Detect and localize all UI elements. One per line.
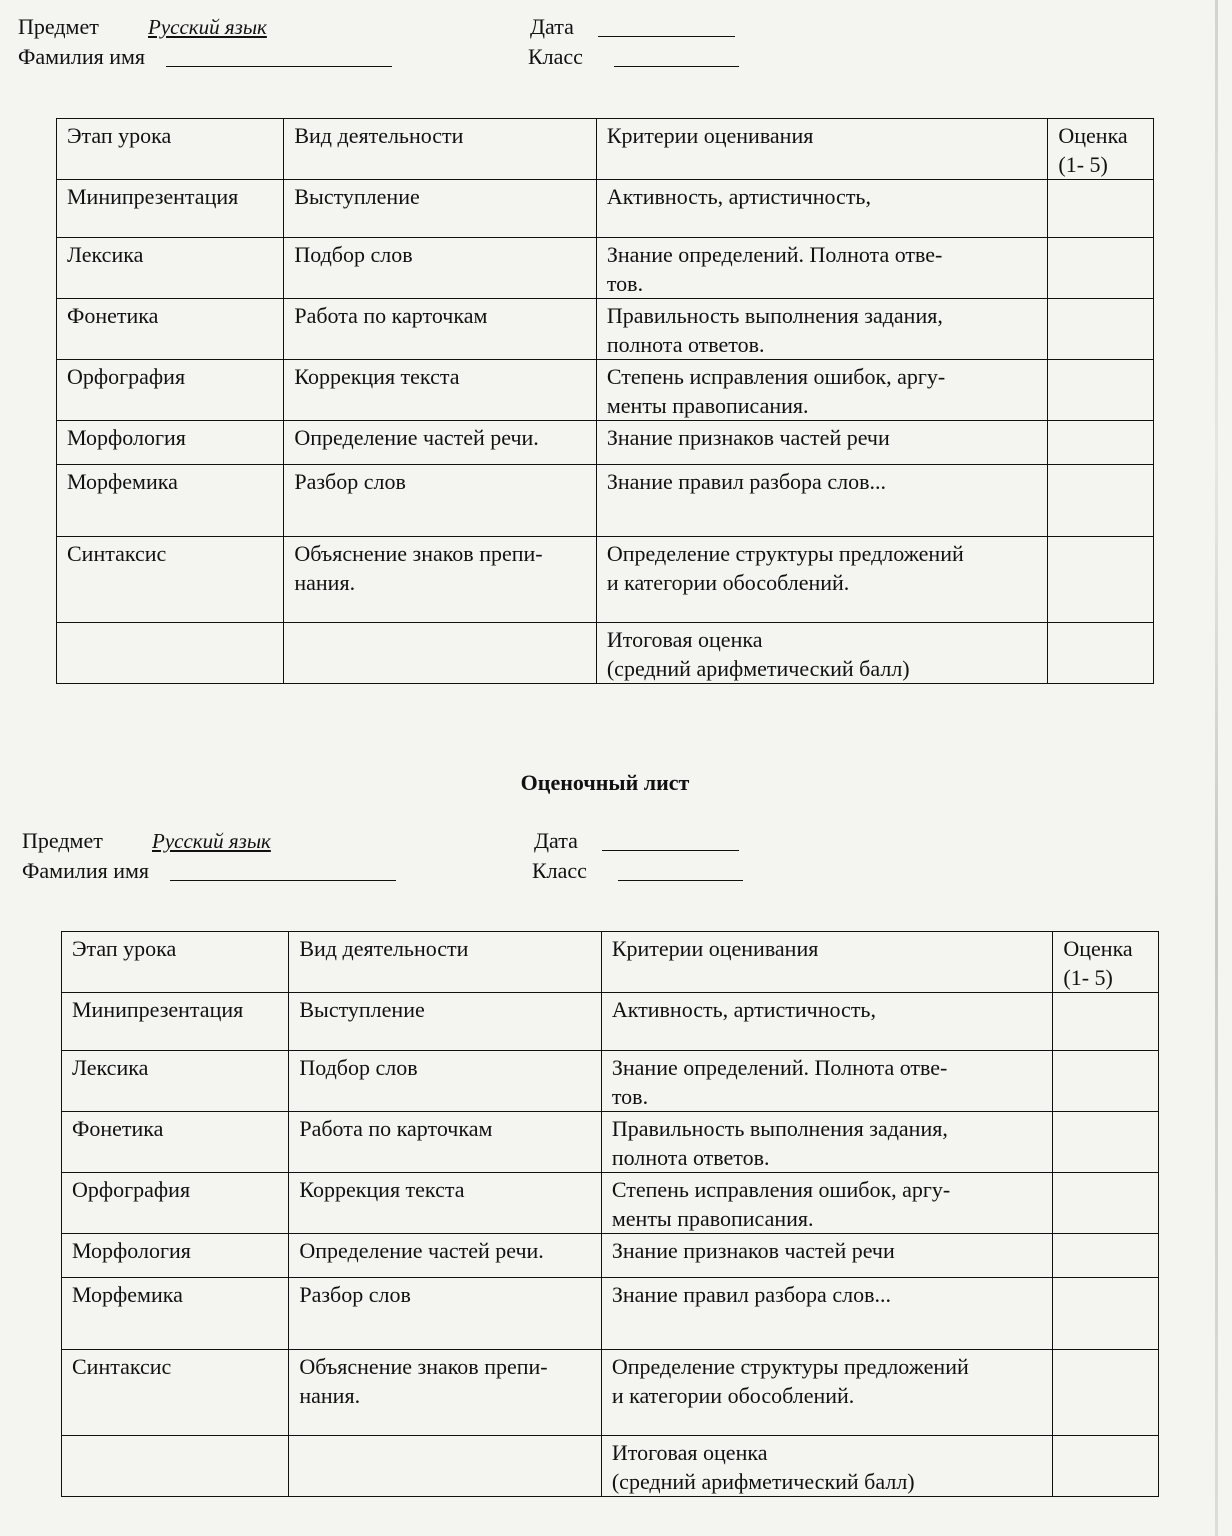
score-cell[interactable]: [1048, 238, 1154, 299]
table-header-row: [62, 932, 1159, 993]
sheet-2-table: [61, 931, 1159, 1497]
score-cell[interactable]: [1048, 537, 1154, 623]
score-cell[interactable]: [1053, 1278, 1159, 1350]
subject-value: Русский язык: [148, 15, 267, 39]
score-cell[interactable]: [1053, 1112, 1159, 1173]
cell-stage: Морфемика: [62, 1278, 289, 1350]
cell-stage: Орфография: [62, 1173, 289, 1234]
col-score: Оценка (1- 5): [1053, 932, 1159, 993]
name-field[interactable]: [166, 66, 392, 67]
total-row: [62, 1436, 1159, 1497]
col-criteria: Критерии оценивания: [601, 932, 1053, 993]
cell-activity: Разбор слов: [284, 465, 597, 537]
cell-activity: Выступление: [289, 993, 602, 1051]
class-label: Класс: [532, 858, 587, 883]
cell-stage: Синтаксис: [62, 1350, 289, 1436]
cell-activity: Объяснение знаков препи- нания.: [289, 1350, 602, 1436]
cell-stage: Лексика: [57, 238, 284, 299]
cell-activity: Определение частей речи.: [289, 1234, 602, 1278]
cell-stage: Орфография: [57, 360, 284, 421]
score-cell[interactable]: [1048, 299, 1154, 360]
cell-stage: Морфемика: [57, 465, 284, 537]
table-row: [57, 180, 1154, 238]
date-field[interactable]: [598, 36, 735, 37]
table-row: [62, 1234, 1159, 1278]
table-row: [57, 421, 1154, 465]
table-row: [57, 238, 1154, 299]
cell-activity: Выступление: [284, 180, 597, 238]
col-score: Оценка (1- 5): [1048, 119, 1154, 180]
col-activity: Вид деятельности: [289, 932, 602, 993]
cell-criteria: Знание правил разбора слов...: [601, 1278, 1053, 1350]
cell-stage: Фонетика: [62, 1112, 289, 1173]
cell-criteria: Определение структуры предложений и категории обособлений.: [601, 1350, 1053, 1436]
score-cell[interactable]: [1053, 993, 1159, 1051]
cell-activity: Разбор слов: [289, 1278, 602, 1350]
score-cell[interactable]: [1048, 180, 1154, 238]
cell-criteria: Правильность выполнения задания, полнота ответов.: [601, 1112, 1053, 1173]
cell-criteria: Знание определений. Полнота отве- тов.: [601, 1051, 1053, 1112]
cell-activity: Коррекция текста: [284, 360, 597, 421]
sheet-2-header: [22, 826, 782, 886]
subject-label: Предмет: [22, 828, 103, 853]
cell-stage: Морфология: [62, 1234, 289, 1278]
col-stage: Этап урока: [62, 932, 289, 993]
cell-stage: [57, 623, 284, 684]
cell-criteria: Итоговая оценка (средний арифметический балл): [596, 623, 1048, 684]
page-edge: [1215, 0, 1218, 1536]
score-cell[interactable]: [1048, 465, 1154, 537]
cell-stage: Минипрезентация: [62, 993, 289, 1051]
subject-label: Предмет: [18, 14, 99, 39]
cell-activity: Работа по карточкам: [284, 299, 597, 360]
cell-criteria: Знание признаков частей речи: [601, 1234, 1053, 1278]
col-activity: Вид деятельности: [284, 119, 597, 180]
table-row: [62, 1278, 1159, 1350]
cell-stage: Синтаксис: [57, 537, 284, 623]
cell-activity: Подбор слов: [284, 238, 597, 299]
class-label: Класс: [528, 44, 583, 69]
class-field[interactable]: [614, 66, 739, 67]
date-label: Дата: [530, 14, 574, 39]
cell-criteria: Степень исправления ошибок, аргу- менты правописания.: [601, 1173, 1053, 1234]
cell-criteria: Знание правил разбора слов...: [596, 465, 1048, 537]
name-label: Фамилия имя: [22, 858, 150, 883]
cell-criteria: Итоговая оценка (средний арифметический балл): [601, 1436, 1053, 1497]
score-cell[interactable]: [1053, 1234, 1159, 1278]
cell-criteria: Правильность выполнения задания, полнота ответов.: [596, 299, 1048, 360]
table-row: [62, 993, 1159, 1051]
cell-activity: Коррекция текста: [289, 1173, 602, 1234]
table-row: [62, 1173, 1159, 1234]
col-criteria: Критерии оценивания: [596, 119, 1048, 180]
score-cell[interactable]: [1053, 1173, 1159, 1234]
sheet-title: Оценочный лист: [520, 770, 690, 795]
cell-criteria: Знание определений. Полнота отве- тов.: [596, 238, 1048, 299]
date-label: Дата: [534, 828, 578, 853]
subject-value: Русский язык: [152, 829, 271, 853]
sheet-2-rows: [62, 993, 1159, 1497]
cell-activity: [284, 623, 597, 684]
date-field[interactable]: [602, 850, 739, 851]
sheet-1-header: [18, 12, 778, 72]
cell-activity: Подбор слов: [289, 1051, 602, 1112]
cell-stage: Лексика: [62, 1051, 289, 1112]
cell-stage: Морфология: [57, 421, 284, 465]
class-field[interactable]: [618, 880, 743, 881]
score-cell[interactable]: [1053, 1051, 1159, 1112]
name-field[interactable]: [170, 880, 396, 881]
col-stage: Этап урока: [57, 119, 284, 180]
score-cell[interactable]: [1048, 421, 1154, 465]
table-row: [62, 1350, 1159, 1436]
sheet-1-table: [56, 118, 1154, 684]
table-header-row: [57, 119, 1154, 180]
cell-stage: Минипрезентация: [57, 180, 284, 238]
score-cell[interactable]: [1053, 1436, 1159, 1497]
score-cell[interactable]: [1048, 623, 1154, 684]
sheet-1-rows: [57, 180, 1154, 684]
cell-activity: Работа по карточкам: [289, 1112, 602, 1173]
cell-stage: Фонетика: [57, 299, 284, 360]
table-row: [62, 1051, 1159, 1112]
cell-activity: Объяснение знаков препи- нания.: [284, 537, 597, 623]
total-row: [57, 623, 1154, 684]
table-row: [62, 1112, 1159, 1173]
cell-activity: Определение частей речи.: [284, 421, 597, 465]
table-row: [57, 465, 1154, 537]
cell-criteria: Активность, артистичность,: [596, 180, 1048, 238]
cell-criteria: Степень исправления ошибок, аргу- менты правописания.: [596, 360, 1048, 421]
name-label: Фамилия имя: [18, 44, 146, 69]
table-row: [57, 299, 1154, 360]
cell-criteria: Активность, артистичность,: [601, 993, 1053, 1051]
score-cell[interactable]: [1048, 360, 1154, 421]
table-row: [57, 360, 1154, 421]
score-cell[interactable]: [1053, 1350, 1159, 1436]
cell-stage: [62, 1436, 289, 1497]
cell-criteria: Знание признаков частей речи: [596, 421, 1048, 465]
cell-activity: [289, 1436, 602, 1497]
cell-criteria: Определение структуры предложений и категории обособлений.: [596, 537, 1048, 623]
table-row: [57, 537, 1154, 623]
